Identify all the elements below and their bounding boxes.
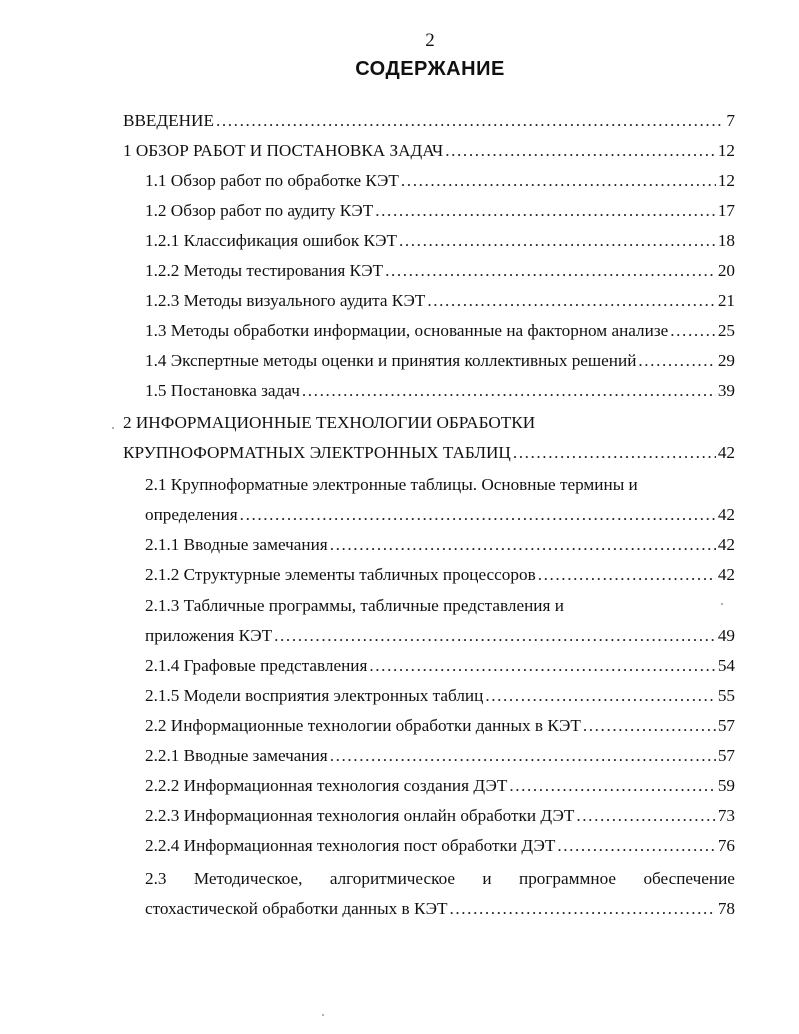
- toc-entry-1-2-3[interactable]: [145, 288, 735, 314]
- toc-entry-page: 17: [717, 201, 735, 220]
- toc-entry-2-1-3-line-1[interactable]: 2.1.3 Табличные программы, табличные представления и: [145, 596, 564, 615]
- toc-entry-label: 2.2.2 Информационная технология создания ДЭТ: [145, 776, 508, 795]
- toc-entry-label: 2.2.3 Информационная технология онлайн обработки ДЭТ: [145, 806, 575, 825]
- toc-entry-page: 57: [717, 716, 735, 735]
- toc-word: 2.3: [145, 869, 167, 888]
- toc-entry-2-2-1[interactable]: [145, 743, 735, 769]
- dot-leader: [216, 108, 724, 134]
- toc-entry-1-5[interactable]: [145, 378, 735, 404]
- dot-leader: [557, 833, 715, 859]
- toc-entry-page: 49: [717, 626, 735, 645]
- toc-word: Методическое,: [193, 869, 303, 888]
- toc-entry-1-2-2[interactable]: [145, 258, 735, 284]
- dot-leader: [240, 502, 716, 528]
- dot-leader: [445, 138, 716, 164]
- toc-entry-page: 18: [717, 231, 735, 250]
- toc-word: программное: [519, 869, 617, 888]
- dot-leader: [375, 198, 716, 224]
- dot-leader: [509, 773, 715, 799]
- toc-entry-1-1[interactable]: [145, 168, 735, 194]
- toc-entry-page: 7: [726, 111, 735, 130]
- toc-entry-label: 2.2 Информационные технологии обработки данных в КЭТ: [145, 716, 581, 735]
- dot-leader: [513, 440, 716, 466]
- toc-entry-page: 29: [717, 351, 735, 370]
- page-number: 2: [425, 30, 435, 51]
- toc-entry-2-1-2[interactable]: [145, 562, 735, 588]
- toc-entry-2-1-line-1[interactable]: 2.1 Крупноформатные электронные таблицы. Основные термины и: [145, 475, 638, 494]
- dot-leader: [583, 713, 716, 739]
- toc-entry-page: 54: [717, 656, 735, 675]
- dot-leader: [385, 258, 716, 284]
- dot-leader: [302, 378, 716, 404]
- toc-entry-1-2[interactable]: [145, 198, 735, 224]
- dot-leader: [427, 288, 716, 314]
- toc-entry-page: 21: [717, 291, 735, 310]
- toc-entry-page: 20: [717, 261, 735, 280]
- toc-entry-label: 1.3 Методы обработки информации, основанные на факторном анализе: [145, 321, 669, 340]
- toc-entry-2-2[interactable]: [145, 713, 735, 739]
- toc-entry-label: 2.1.1 Вводные замечания: [145, 535, 328, 554]
- toc-entry-label: 1.2.2 Методы тестирования КЭТ: [145, 261, 384, 280]
- dot-leader: [401, 168, 716, 194]
- dot-leader: [399, 228, 716, 254]
- toc-entry-label: 1.1 Обзор работ по обработке КЭТ: [145, 171, 399, 190]
- toc-entry-label: 2.1.2 Структурные элементы табличных процессоров: [145, 565, 536, 584]
- toc-entry-page: 73: [717, 806, 735, 825]
- toc-word: обеспечение: [643, 869, 735, 888]
- toc-entry-page: 57: [717, 746, 735, 765]
- toc-entry-2-2-3[interactable]: [145, 803, 735, 829]
- toc-entry-label: 1.5 Постановка задач: [145, 381, 300, 400]
- toc-entry-page: 42: [717, 535, 735, 554]
- toc-entry-label: стохастической обработки данных в КЭТ: [145, 899, 448, 918]
- toc-entry-page: 55: [717, 686, 735, 705]
- toc-entry-chapter-2[interactable]: [123, 440, 735, 466]
- dot-leader: [485, 683, 716, 709]
- toc-entry-page: 42: [717, 565, 735, 584]
- toc-entry-label: 2.2.1 Вводные замечания: [145, 746, 328, 765]
- dot-leader: [369, 653, 715, 679]
- toc-entry-page: 39: [717, 381, 735, 400]
- toc-entry-label: 2.1.4 Графовые представления: [145, 656, 368, 675]
- toc-entry-page: 78: [717, 899, 735, 918]
- toc-entry-chapter-2-line-1[interactable]: 2 ИНФОРМАЦИОННЫЕ ТЕХНОЛОГИИ ОБРАБОТКИ: [123, 413, 536, 432]
- toc-entry-2-2-4[interactable]: [145, 833, 735, 859]
- dot-leader: [638, 348, 715, 374]
- toc-entry-2-3[interactable]: [145, 896, 735, 922]
- toc-entry-1-3[interactable]: [145, 318, 735, 344]
- toc-entry-page: 12: [717, 171, 735, 190]
- toc-entry-page: 12: [717, 141, 735, 160]
- dot-leader: [330, 743, 716, 769]
- toc-entry-1-2-1[interactable]: [145, 228, 735, 254]
- dot-leader: [576, 803, 715, 829]
- scan-speck: [322, 1014, 324, 1016]
- toc-entry-label: приложения КЭТ: [145, 626, 273, 645]
- toc-entry-2-1-3[interactable]: [145, 623, 735, 649]
- scan-speck: [112, 427, 114, 429]
- toc-entry-label: 1 ОБЗОР РАБОТ И ПОСТАНОВКА ЗАДАЧ: [123, 141, 444, 160]
- scan-speck: [721, 603, 723, 605]
- toc-entry-label: 1.2.1 Классификация ошибок КЭТ: [145, 231, 397, 250]
- toc-entry-label: 1.2.3 Методы визуального аудита КЭТ: [145, 291, 426, 310]
- toc-entry-label: 1.2 Обзор работ по аудиту КЭТ: [145, 201, 374, 220]
- toc-word: алгоритмическое: [329, 869, 456, 888]
- toc-entry-page: 42: [717, 443, 735, 462]
- toc-entry-2-2-2[interactable]: [145, 773, 735, 799]
- toc-entry-2-3-line-1[interactable]: [145, 866, 735, 892]
- toc-entry-chapter-1[interactable]: [123, 138, 735, 164]
- toc-entry-page: 59: [717, 776, 735, 795]
- toc-entry-2-1-5[interactable]: [145, 683, 735, 709]
- toc-word: и: [482, 869, 492, 888]
- toc-entry-2-1-1[interactable]: [145, 532, 735, 558]
- toc-entry-page: 25: [717, 321, 735, 340]
- dot-leader: [538, 562, 716, 588]
- toc-entry-1-4[interactable]: [145, 348, 735, 374]
- dot-leader: [670, 318, 716, 344]
- toc-entry-label: 2.2.4 Информационная технология пост обработки ДЭТ: [145, 836, 556, 855]
- toc-entry-intro[interactable]: [123, 108, 735, 134]
- dot-leader: [330, 532, 716, 558]
- toc-entry-2-1-4[interactable]: [145, 653, 735, 679]
- toc-entry-label: ВВЕДЕНИЕ: [123, 111, 214, 130]
- toc-entry-page: 76: [717, 836, 735, 855]
- dot-leader: [274, 623, 716, 649]
- toc-entry-label: 2.1.5 Модели восприятия электронных таблиц: [145, 686, 484, 705]
- toc-entry-page: 42: [717, 505, 735, 524]
- dot-leader: [449, 896, 715, 922]
- toc-entry-label: определения: [145, 505, 238, 524]
- toc-entry-label: 1.4 Экспертные методы оценки и принятия коллективных решений: [145, 351, 637, 370]
- toc-entry-2-1[interactable]: [145, 502, 735, 528]
- toc-entry-label: КРУПНОФОРМАТНЫХ ЭЛЕКТРОННЫХ ТАБЛИЦ: [123, 443, 511, 462]
- toc-title: СОДЕРЖАНИЕ: [355, 58, 505, 80]
